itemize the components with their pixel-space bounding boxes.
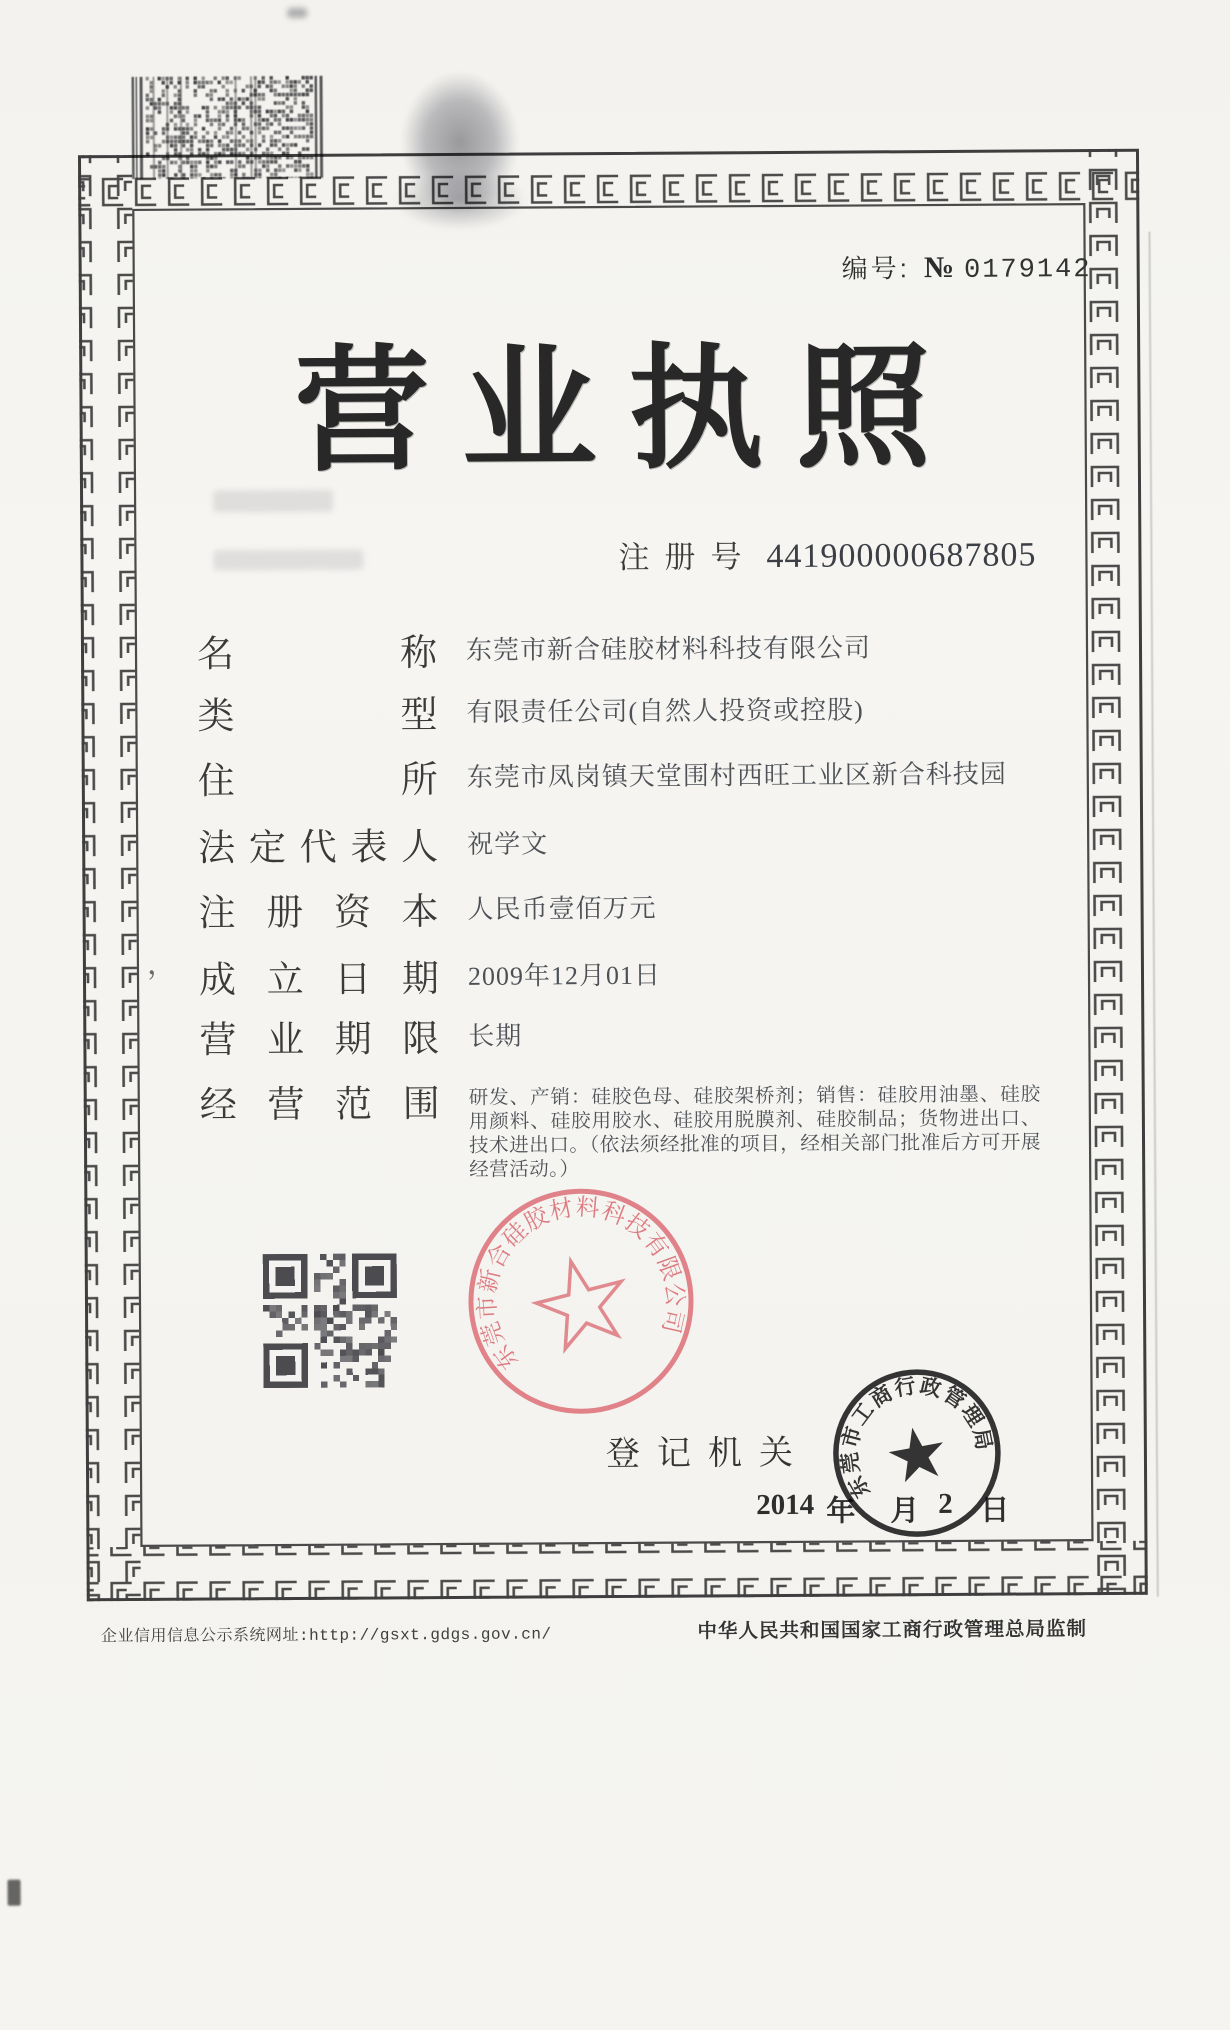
star-outline-icon xyxy=(528,1251,633,1353)
field-label-establishment-date: 成 立 日 期 xyxy=(198,958,440,1001)
field-value-business-scope: 研发、产销：硅胶色母、硅胶架桥剂；销售：硅胶用油墨、硅胶用颜料、硅胶用胶水、硅胶用脱膜剂、硅胶制品；货物进出口、技术进出口。（依法须经批准的项目，经相关部门批准后方可开展经营活动。） xyxy=(468,1084,1042,1181)
qr-code-icon xyxy=(263,1253,398,1388)
authority-seal-text: 东莞市工商行政管理局 xyxy=(838,1374,996,1502)
field-label-business-scope: 经 营 范 围 xyxy=(199,1083,440,1126)
field-row-business-term xyxy=(199,1008,523,1063)
field-row-legal-representative xyxy=(198,816,549,871)
registration-number: 441900000687805 xyxy=(766,536,1037,576)
field-value-business-term: 长期 xyxy=(468,1021,523,1051)
field-value-address: 东莞市凤岗镇天堂围村西旺工业区新合科技园 xyxy=(466,759,1007,792)
barcode-icon xyxy=(132,76,325,179)
footer-issuing-authority: 中华人民共和国国家工商行政管理总局监制 xyxy=(697,1618,1088,1643)
scan-smudge xyxy=(213,550,363,571)
field-value-name: 东莞市新合硅胶材料科技有限公司 xyxy=(465,633,872,665)
registrar-label: 登记机关 xyxy=(605,1433,811,1474)
national-emblem-icon xyxy=(383,60,536,237)
field-row-business-scope xyxy=(199,1073,1042,1181)
scan-smudge xyxy=(287,8,307,18)
field-value-establishment-date: 2009年12月01日 xyxy=(467,960,662,991)
serial-number: 0179142 xyxy=(963,255,1092,286)
star-icon xyxy=(885,1423,949,1485)
serial-number-line xyxy=(842,247,1092,287)
field-row-address xyxy=(197,749,1007,804)
field-label-legal-representative: 法 定 代 表 人 xyxy=(198,826,439,869)
field-label-type: 类 型 xyxy=(197,694,438,737)
issue-date-year-unit: 年 xyxy=(826,1495,856,1528)
issue-date-year: 2014 xyxy=(756,1488,815,1522)
field-row-name xyxy=(196,622,872,677)
footer-public-info-url: 企业信用信息公示系统网址:http://gsxt.gdgs.gov.cn/ xyxy=(100,1625,552,1647)
svg-text:东莞市新合硅胶材料科技有限公司 xyxy=(457,1181,700,1385)
field-row-registered-capital xyxy=(198,881,657,936)
numero-sign: № xyxy=(923,250,955,285)
field-label-address: 住 所 xyxy=(197,759,438,802)
company-seal-text: 东莞市新合硅胶材料科技有限公司 xyxy=(473,1193,689,1375)
page-title: 营业执照 xyxy=(294,331,963,487)
scan-smudge xyxy=(213,490,333,513)
scan-artifact-comma: ， xyxy=(146,947,178,981)
registration-number-line xyxy=(618,529,1036,577)
field-value-type: 有限责任公司(自然人投资或控股) xyxy=(466,695,864,727)
authority-seal-stamp xyxy=(816,1353,1017,1554)
field-row-type xyxy=(197,684,864,739)
field-value-legal-representative: 祝学文 xyxy=(467,829,549,859)
issue-date-month-unit: 月 xyxy=(890,1495,920,1528)
issue-date-day-unit: 日 xyxy=(980,1494,1010,1527)
company-seal-stamp xyxy=(457,1181,704,1420)
issue-date-day: 2 xyxy=(938,1487,953,1521)
scan-speck xyxy=(8,1880,21,1906)
field-label-registered-capital: 注 册 资 本 xyxy=(198,891,439,934)
field-row-establishment-date xyxy=(198,948,662,1003)
serial-label: 编号: xyxy=(841,253,911,284)
field-label-business-term: 营 业 期 限 xyxy=(199,1018,440,1061)
registration-label: 注册号 xyxy=(618,539,757,575)
field-label-name: 名 称 xyxy=(196,632,438,675)
field-value-registered-capital: 人民币壹佰万元 xyxy=(467,893,657,924)
